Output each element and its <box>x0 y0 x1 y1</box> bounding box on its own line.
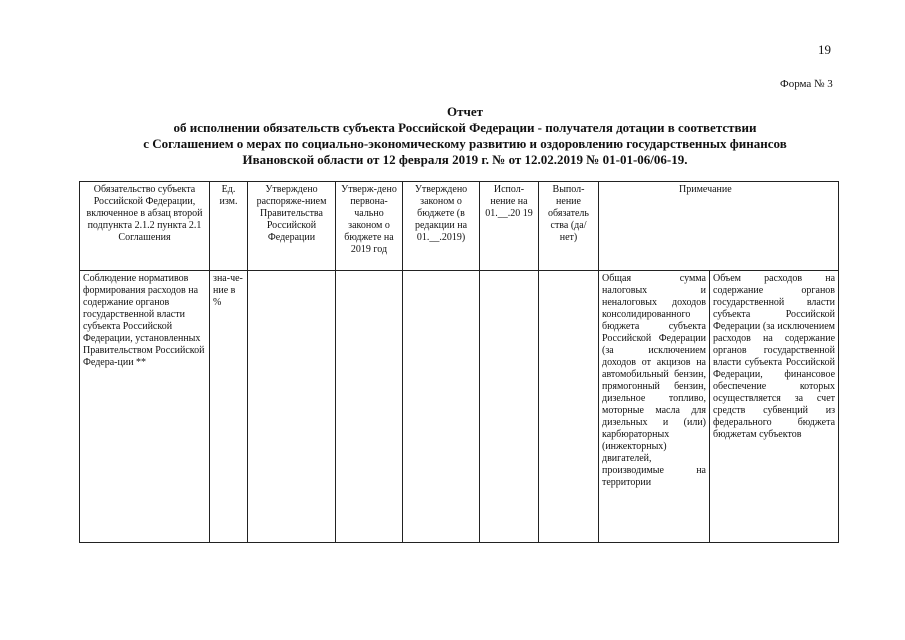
header-note: Примечание <box>599 182 839 271</box>
cell-approved-law <box>403 271 480 543</box>
report-title <box>60 104 870 168</box>
cell-approved-initial <box>336 271 403 543</box>
form-label: Форма № 3 <box>780 78 833 90</box>
header-approved-initial: Утверж-дено первона-чально законом о бюджете на 2019 год <box>336 182 403 271</box>
title-line-4: Ивановской области от 12 февраля 2019 г. № от 12.02.2019 № 01-01-06/06-19. <box>242 152 688 167</box>
cell-approved-gov <box>248 271 336 543</box>
obligations-table <box>79 181 839 543</box>
cell-execution <box>480 271 539 543</box>
header-fulfilled: Выпол-нение обязатель ства (да/нет) <box>539 182 599 271</box>
header-approved-gov: Утверждено распоряже-нием Правительства Российской Федерации <box>248 182 336 271</box>
header-approved-law: Утверждено законом о бюджете (в редакции на 01.__.2019) <box>403 182 480 271</box>
table-header-row <box>80 182 839 271</box>
header-obligation: Обязательство субъекта Российской Федерации, включенное в абзац второй подпункта 2.1.2 пункта 2.1 Соглашения <box>80 182 210 271</box>
cell-note-left: Общая сумма налоговых и неналоговых доходов консолидированного бюджета субъекта Российской Федерации (за исключением доходов от акцизов на автомобильный бензин, прямогонный бензин, дизельное топливо, моторные масла для дизельных и (или) карбюраторных (инжекторных) двигателей, производимые на территории <box>599 271 710 543</box>
header-execution: Испол-нение на 01.__.20 19 <box>480 182 539 271</box>
cell-fulfilled <box>539 271 599 543</box>
title-line-1: Отчет <box>447 104 483 119</box>
title-line-2: об исполнении обязательств субъекта Российской Федерации - получателя дотации в соответствии <box>173 120 757 135</box>
cell-unit: зна-че-ние в % <box>210 271 248 543</box>
table-row <box>80 271 839 543</box>
cell-obligation: Соблюдение нормативов формирования расходов на содержание органов государственной власти субъекта Российской Федерации, установленных Правительством Российской Федера-ции ** <box>80 271 210 543</box>
page-number: 19 <box>818 42 831 57</box>
cell-note-right: Объем расходов на содержание органов государственной власти субъекта Российской Федерации (за исключением расходов на содержание органов государственной власти субъекта Российской Федерации, финансовое обеспечение которых осуществляется за счет средств субвенций из федерального бюджета бюджетам субъектов <box>710 271 839 543</box>
header-unit: Ед. изм. <box>210 182 248 271</box>
title-line-3: с Соглашением о мерах по социально-экономическому развитию и оздоровлению государственных финансов <box>143 136 787 151</box>
